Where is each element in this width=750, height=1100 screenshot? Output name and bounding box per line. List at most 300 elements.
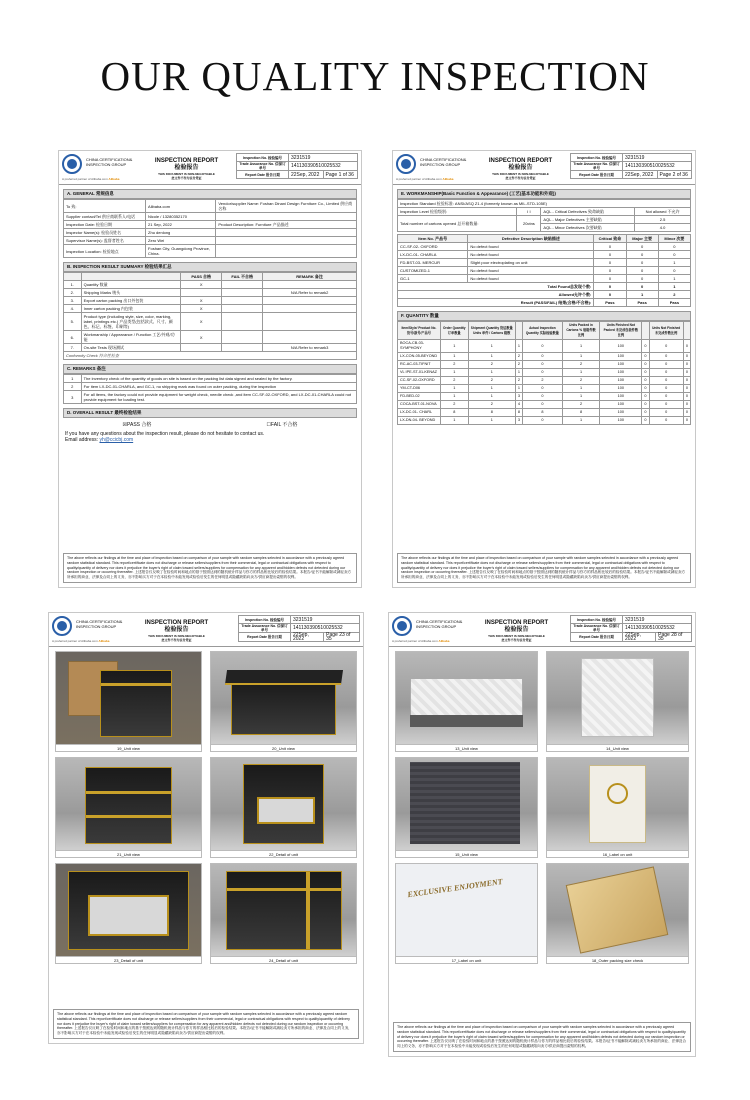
mattress-photo: [395, 651, 538, 745]
total-found-row: [398, 283, 691, 291]
summary-fail: [222, 313, 263, 331]
defect-major: 0: [626, 275, 658, 283]
remark-row: [64, 391, 357, 404]
label-photo: [546, 757, 689, 851]
page-number: Page 1 of 36: [323, 171, 358, 179]
remark-number: 1: [64, 375, 82, 383]
defect-minor: 0: [658, 243, 690, 251]
defect-table: [397, 234, 691, 307]
summary-remark: N/A Refer to remark2: [263, 289, 357, 297]
qty-cell: 100: [600, 340, 642, 353]
report-header: [49, 613, 363, 647]
summary-number: 7.: [64, 344, 82, 352]
summary-pass: X: [181, 297, 222, 305]
qty-cell: 100: [600, 393, 642, 401]
photo-grid: [49, 647, 363, 968]
total-found-label: Total Found总发现个数:: [398, 283, 594, 291]
defect-header: Item No. 产品号: [398, 235, 468, 243]
summary-item: Quantity 数量: [81, 281, 181, 289]
defect-item: CC-SF-02- OXFORD: [398, 243, 468, 251]
photo-caption: 17_Label on unit: [395, 957, 538, 964]
summary-remark: [263, 281, 357, 289]
qty-cell: 0: [523, 369, 563, 377]
general-row: [64, 213, 357, 221]
partner-line: A preferred partner of Alibaba.com Alibaba: [52, 639, 110, 643]
email-link[interactable]: yh@ccicbj.com: [99, 437, 134, 443]
general-key: Supplier contact/Tel 供应商联系人/电话: [64, 213, 146, 221]
allowed-value: 2: [658, 291, 690, 299]
qty-row: [398, 417, 691, 425]
qty-header: [515, 322, 522, 340]
qty-cell: 2: [515, 353, 522, 361]
qty-cell: 0: [523, 401, 563, 409]
qty-cell: 3: [515, 417, 522, 425]
report-meta: Inspection No. 检验编号 3231519 Trade Assurance No. 信保订单号 141130390510025532 Report Date 报告日期 22Sep, 2022 Page 1 of 36: [236, 153, 358, 179]
qty-cell: 0: [523, 393, 563, 401]
qty-cell: 0: [642, 417, 649, 425]
page-number: Page 23 of 35: [324, 633, 360, 642]
ccic-logo-icon: [52, 616, 72, 636]
summary-remark: [263, 313, 357, 331]
summary-number: 4.: [64, 305, 82, 313]
defect-row: [398, 259, 691, 267]
summary-row: [64, 344, 357, 352]
general-value: Foshan City, Guangdong Province, China.: [146, 245, 216, 258]
summary-header: [81, 273, 181, 281]
general-key: To 致:: [64, 200, 146, 213]
summary-remark: [263, 297, 357, 305]
qty-cell: 2: [562, 361, 600, 369]
defect-item: LX-DC-01- CHARLA: [398, 251, 468, 259]
summary-fail: [222, 281, 263, 289]
allowed-value: 0: [594, 291, 626, 299]
qty-cell: VL IPE-ST-01-KENAZ: [398, 369, 441, 377]
qty-row: [398, 385, 691, 393]
cabinet-photo: [55, 863, 202, 957]
general-key: Inspection Location: 检验地点: [64, 245, 146, 258]
page-number: Page 2 of 36: [657, 171, 692, 179]
qty-cell: 0: [683, 353, 690, 361]
qty-cell: 1: [562, 417, 600, 425]
qty-cell: 0: [642, 393, 649, 401]
defect-header-row: [398, 235, 691, 243]
summary-item: Workmanship / Appearance / Function 工艺/外观/功能: [81, 331, 181, 344]
defect-major: 0: [626, 243, 658, 251]
summary-table: [63, 272, 357, 360]
defect-description: No defect found: [468, 267, 594, 275]
summary-row: [64, 331, 357, 344]
org-name: CHINA CERTIFICATION& INSPECTION GROUP: [76, 619, 123, 629]
summary-item: Export carton packing 出口外包装: [81, 297, 181, 305]
qty-cell: 4: [515, 401, 522, 409]
general-value: Zhu denlong: [146, 229, 216, 237]
general-value: Alibaba.com: [146, 200, 216, 213]
allowed-row: [398, 291, 691, 299]
qty-cell: YM-CT-D06: [398, 385, 441, 393]
qty-cell: 0: [649, 385, 683, 393]
overall-result: ☒PASS 合格 ☐FAIL 不合格 If you have any questions about the inspection result, please do not hesitate to contact us. Email address: yh@ccicbj.com: [65, 421, 355, 443]
qty-header: Units Not Finished 未完成件数比例: [649, 322, 683, 340]
qty-cell: 0: [523, 361, 563, 369]
partner-line: A preferred partner of Alibaba.com Alibaba: [396, 177, 454, 181]
qty-header: [642, 322, 649, 340]
aql-table: Inspection Standard 检验标准: ANSI/ASQ Z1.4 (formerly known as MIL-STD-105E) Inspection Level 检验级别: I I AQL - Critical Defectives 致命缺陷 Not allowed 不允许 Total number of cartons opened 总开箱数量: 20ctns AQL - Major Defectives 主要缺陷 2.5 AQL - Minor Defectives 次要缺陷 4.0: [397, 199, 691, 232]
qty-row: [398, 393, 691, 401]
page-number: Page 28 of 35: [656, 633, 692, 642]
label-photo: EXCLUSIVE ENJOYMENT: [395, 863, 538, 957]
org-name: CHINA CERTIFICATION& INSPECTION GROUP: [86, 157, 133, 167]
summary-item: On-site Tests 现场测试: [81, 344, 181, 352]
contact-text: If you have any questions about the inspection result, please do not hesitate to contact us.: [65, 431, 265, 437]
qty-cell: 100: [600, 361, 642, 369]
defect-critical: 0: [594, 251, 626, 259]
defect-minor: 0: [658, 251, 690, 259]
summary-header-row: [64, 273, 357, 281]
qty-row: [398, 353, 691, 361]
summary-item: Shipping Marks 唛头: [81, 289, 181, 297]
allowed-label: Allowed允许个数:: [398, 291, 594, 299]
result-label: Result (PASS/FAIL) 结果(合格/不合格):: [398, 299, 594, 307]
qty-cell: 2: [523, 377, 563, 385]
qty-cell: 8: [468, 409, 515, 417]
remark-number: 2: [64, 383, 82, 391]
photo-caption: 14_Unit view: [546, 745, 689, 752]
summary-row: [64, 289, 357, 297]
allowed-value: 1: [626, 291, 658, 299]
qty-row: [398, 401, 691, 409]
remark-text: For all items, the factory could not provide equipment for weight check, needle check ,and item CC-SF-02-OXFORD, and LX-DC-01-CHARLA could not provide equipment for loading test.: [81, 391, 356, 404]
mattress-photo: [546, 651, 689, 745]
qty-cell: 1: [440, 385, 468, 393]
total-found-value: 0: [594, 283, 626, 291]
qty-cell: 1: [440, 353, 468, 361]
qty-cell: 0: [649, 393, 683, 401]
general-section-title: A. GENERAL 常规信息: [63, 189, 357, 199]
remark-number: 3: [64, 391, 82, 404]
general-extra: [216, 229, 357, 237]
cabinet-photo: [55, 651, 202, 745]
qty-cell: 1: [562, 369, 600, 377]
summary-fail: [222, 297, 263, 305]
defect-description: No defect found: [468, 251, 594, 259]
summary-pass: X: [181, 305, 222, 313]
qty-cell: 0: [649, 353, 683, 361]
photo-caption: 19_Unit view: [55, 745, 202, 752]
summary-item: Inner carton packing 内包装: [81, 305, 181, 313]
ccic-logo-icon: [62, 154, 82, 174]
qty-cell: 2: [562, 401, 600, 409]
photo-caption: 22_Detail of unit: [210, 851, 357, 858]
qty-cell: 0: [683, 377, 690, 385]
general-key: Inspection Date: 检验日期: [64, 221, 146, 229]
qty-cell: 2: [440, 377, 468, 385]
qty-cell: 100: [600, 377, 642, 385]
summary-number: 3.: [64, 297, 82, 305]
report-page-4: [388, 612, 696, 1057]
summary-number: 1.: [64, 281, 82, 289]
defect-critical: 0: [594, 275, 626, 283]
qty-cell: 1: [562, 353, 600, 361]
general-row: [64, 200, 357, 213]
qty-header: Units Packed in Cartons % 装箱件数比例: [562, 322, 600, 340]
qty-header: Item/Style/ Product No. 货号/款号/产品号: [398, 322, 441, 340]
qty-cell: 0: [683, 409, 690, 417]
workmanship-section-title: E. WORKMANSHIP(Basic Function & Appearance) (工艺(基本功能和外观)): [397, 189, 691, 199]
qty-cell: 0: [642, 409, 649, 417]
org-name: CHINA CERTIFICATION& INSPECTION GROUP: [420, 157, 467, 167]
defect-item: FD-BST-03- MERCUR: [398, 259, 468, 267]
summary-fail: [222, 289, 263, 297]
qty-header: Order Quantity 订单数量: [440, 322, 468, 340]
general-extra: Vendor/supplier Name: Foshan Dinani Design Furniture Co., Limited 供应商名称: [216, 200, 357, 213]
defect-row: [398, 243, 691, 251]
general-table: [63, 199, 357, 258]
general-value: Nicole / 13280352170: [146, 213, 216, 221]
qty-cell: 1: [562, 393, 600, 401]
qty-cell: LX-DN-04- BEYOND: [398, 417, 441, 425]
qty-cell: 0: [642, 401, 649, 409]
mattress-photo: [395, 757, 538, 851]
general-extra: [216, 245, 357, 258]
summary-row: [64, 281, 357, 289]
remark-row: [64, 383, 357, 391]
summary-header: REMARK 备注: [263, 273, 357, 281]
photo-caption: 13_Unit view: [395, 745, 538, 752]
qty-cell: 2: [515, 361, 522, 369]
org-name: CHINA CERTIFICATION& INSPECTION GROUP: [416, 619, 463, 629]
result-value: Pass: [594, 299, 626, 307]
qty-cell: 1: [468, 393, 515, 401]
qty-cell: 100: [600, 401, 642, 409]
result-value: Pass: [658, 299, 690, 307]
report-title: INSPECTION REPORT 检验报告 THIS DOCUMENT IS NON-NEGOTIABLE 此文件不作为议付凭证: [144, 620, 209, 642]
general-key: Inspector Name(s): 检验员姓名: [64, 229, 146, 237]
qty-cell: 1: [468, 353, 515, 361]
defect-row: [398, 251, 691, 259]
qty-cell: 2: [515, 377, 522, 385]
qty-cell: 0: [642, 361, 649, 369]
qty-cell: 0: [683, 385, 690, 393]
photo-caption: 24_Detail of unit: [210, 957, 357, 964]
qty-cell: 0: [683, 417, 690, 425]
summary-pass: X: [181, 331, 222, 344]
qty-header: Units Finished Not Packed 未完成包装件数比例: [600, 322, 642, 340]
partner-line: A preferred partner of Alibaba.com Alibaba: [392, 639, 450, 643]
qty-row: [398, 361, 691, 369]
photo-caption: 15_Unit view: [395, 851, 538, 858]
qty-cell: 0: [649, 361, 683, 369]
defect-item: CUSTOMIZED-1: [398, 267, 468, 275]
qty-header: Actual Inspection Quantity 实际检验数量: [523, 322, 563, 340]
qty-cell: 2: [440, 401, 468, 409]
report-title: INSPECTION REPORT 检验报告 THIS DOCUMENT IS NON-NEGOTIABLE 此文件不作为议付凭证: [488, 158, 553, 180]
qty-cell: 0: [523, 353, 563, 361]
defect-critical: 0: [594, 243, 626, 251]
summary-pass: [181, 344, 222, 352]
report-page-3: [48, 612, 364, 1044]
carton-photo: [546, 863, 689, 957]
qty-cell: 100: [600, 369, 642, 377]
qty-cell: 0: [642, 377, 649, 385]
qty-cell: 3: [515, 393, 522, 401]
disclaimer: The above reflects our findings at the time and place of inspection based on comparison of your sample with random samples selected in accordance with a previously agreed random statistical standard. This report/certificate does not discharge or release sellers/suppliers from their commercial, legal or contractual obligations with respect to quality/quantity of delivery nor does it prejudice the buyer's right of claim toward sellers/suppliers for compensation for any apparent and/hidden defects not detected during our random inspection or occurring thereafter. 上述报告仅反映了在检验时间和地点的基于按照达到的随机统计样品与你方的样品相比较后的检验结果。本报告/证书不能解除或减轻卖方所承担的商业、法律及合同上的义务，亦不影响买方对于在本检验中未能发现或检验后发生的任何明显或隐藏缺陷向卖方/供应商提出索赔的权利。: [393, 1022, 691, 1052]
report-meta: Inspection No. 检验编号 3231519 Trade Assurance No. 信保订单号 141130390510025532 Report Date 报告日期 22Sep, 2022 Page 2 of 36: [570, 153, 692, 179]
summary-remark: N/A Refer to remark3: [263, 344, 357, 352]
qty-cell: 0: [683, 340, 690, 353]
qty-cell: 0: [649, 417, 683, 425]
result-value: Pass: [626, 299, 658, 307]
summary-remark: [263, 331, 357, 344]
report-title: INSPECTION REPORT 检验报告 THIS DOCUMENT IS NON-NEGOTIABLE 此文件不作为议付凭证: [484, 620, 549, 642]
general-extra: [216, 213, 357, 221]
defect-minor: 1: [658, 259, 690, 267]
ccic-logo-icon: [392, 616, 412, 636]
qty-cell: 1: [515, 369, 522, 377]
pass-checkbox: ☒PASS 合格: [122, 422, 152, 428]
defect-header: Major 主要: [626, 235, 658, 243]
disclaimer: The above reflects our findings at the time and place of inspection based on comparison of your sample with random samples selected in accordance with a previously agreed random statistical standard. This report/certificate does not discharge or release sellers/suppliers from their commercial, legal or contractual obligations with respect to quality/quantity of delivery nor does it prejudice the buyer's right of claim toward sellers/suppliers for compensation for any apparent and/hidden defects not detected during our random inspection or occurring thereafter. 上述报告仅反映了在检验时间和地点的基于按照达到的随机统计样品与你方的样品相比较后的检验结果。本报告/证书不能解除或减轻卖方所承担的商业、法律及合同上的义务，亦不影响买方对于在本检验中未能发现或检验后发生的任何明显或隐藏缺陷向卖方/供应商提出索赔的权利。: [63, 553, 357, 583]
general-row: [64, 229, 357, 237]
qty-cell: BOCA-CB-03-SYMPHONY: [398, 340, 441, 353]
qty-cell: 2: [440, 361, 468, 369]
qty-cell: 0: [649, 340, 683, 353]
summary-number: 2.: [64, 289, 82, 297]
cabinet-photo: [55, 757, 202, 851]
qty-cell: 1: [562, 385, 600, 393]
summary-group-label: Conformity Check 符合性检查: [64, 352, 357, 360]
defect-row: [398, 267, 691, 275]
report-title: INSPECTION REPORT 检验报告 THIS DOCUMENT IS NON-NEGOTIABLE 此文件不作为议付凭证: [154, 158, 219, 180]
ccic-logo-icon: [396, 154, 416, 174]
partner-line: A preferred partner of Alibaba.com Alibaba: [62, 177, 120, 181]
general-extra: [216, 237, 357, 245]
cabinet-photo: [210, 651, 357, 745]
photo-grid: [389, 647, 695, 968]
remarks-section-title: C. REMARKS 备注: [63, 364, 357, 374]
qty-cell: 2: [468, 361, 515, 369]
qty-row: [398, 409, 691, 417]
qty-cell: 1: [440, 369, 468, 377]
remarks-table: [63, 374, 357, 404]
qty-row: [398, 377, 691, 385]
defect-row: [398, 275, 691, 283]
defect-description: No defect found: [468, 243, 594, 251]
summary-row: [64, 313, 357, 331]
defect-header: Minor 次要: [658, 235, 690, 243]
qty-cell: 8: [440, 409, 468, 417]
general-extra: Product Description: Furniture 产品描述: [216, 221, 357, 229]
overall-section-title: D. OVERALL RESULT 最终检验结果: [63, 408, 357, 418]
qty-cell: 1: [468, 385, 515, 393]
defect-item: GC-1: [398, 275, 468, 283]
defect-header: Defective Description 缺陷描述: [468, 235, 594, 243]
summary-remark: [263, 305, 357, 313]
qty-row: [398, 369, 691, 377]
summary-number: 6.: [64, 331, 82, 344]
qty-cell: RC-AC-03-TIFNIT: [398, 361, 441, 369]
photo-caption: 16_Label on unit: [546, 851, 689, 858]
summary-pass: [181, 289, 222, 297]
summary-pass: X: [181, 281, 222, 289]
qty-cell: FD-BED-02: [398, 393, 441, 401]
defect-minor: 0: [658, 267, 690, 275]
photo-caption: 23_Detail of unit: [55, 957, 202, 964]
summary-row: [64, 297, 357, 305]
qty-cell: 2: [468, 377, 515, 385]
qty-cell: 1: [515, 385, 522, 393]
qty-cell: 0: [523, 385, 563, 393]
general-row: [64, 237, 357, 245]
defect-description: Slight poor electroplating on unit: [468, 259, 594, 267]
qty-cell: 8: [523, 409, 563, 417]
summary-fail: [222, 331, 263, 344]
quantity-table: [397, 321, 691, 425]
defect-description: No defect found: [468, 275, 594, 283]
qty-cell: 0: [523, 417, 563, 425]
qty-cell: 1: [468, 340, 515, 353]
report-header: [389, 613, 695, 647]
summary-header: FAIL 不合格: [222, 273, 263, 281]
qty-cell: 1: [440, 417, 468, 425]
report-meta: Inspection No. 检验编号 3231519 Trade Assurance No. 信保订单号 141130390510025532 Report Date 报告日期 22Sep, 2022 Page 23 of 35: [238, 615, 360, 642]
defect-major: 0: [626, 251, 658, 259]
summary-section-title: B. INSPECTION RESULT SUMMARY 检验结果汇总: [63, 262, 357, 272]
defect-critical: 0: [594, 259, 626, 267]
qty-cell: 100: [600, 417, 642, 425]
photo-caption: 18_Outer packing size check: [546, 957, 689, 964]
report-page-2: [392, 150, 696, 588]
result-row: [398, 299, 691, 307]
qty-cell: 0: [649, 401, 683, 409]
defect-major: 0: [626, 267, 658, 275]
general-row: [64, 245, 357, 258]
photo-caption: 20_Unit view: [210, 745, 357, 752]
disclaimer: The above reflects our findings at the time and place of inspection based on comparison of your sample with random samples selected in accordance with a previously agreed random statistical standard. This report/certificate does not discharge or release sellers/suppliers from their commercial, legal or contractual obligations with respect to quality/quantity of delivery nor does it prejudice the buyer's right of claim toward sellers/suppliers for compensation for any apparent and/hidden defects not detected during our random inspection or occurring thereafter. 上述报告仅反映了在检验时间和地点的基于按照达到的随机统计样品与你方的样品相比较后的检验结果。本报告/证书不能解除或减轻卖方所承担的商业、法律及合同上的义务，亦不影响买方对于在本检验中未能发现或检验后发生的任何明显或隐藏缺陷向卖方/供应商提出索赔的权利。: [397, 553, 691, 583]
qty-cell: 0: [649, 377, 683, 385]
qty-cell: 100: [600, 385, 642, 393]
qty-cell: 0: [642, 385, 649, 393]
remark-text: The inventory check of the quantity of goods on site is based on the packing list data signed and sealed by the factory.: [81, 375, 356, 383]
remark-text: For item LX-DC-01-CHARLA, and GC-1, no shipping mark was found on outer packing, during the inspection: [81, 383, 356, 391]
qty-cell: 0: [683, 393, 690, 401]
qty-cell: 0: [683, 369, 690, 377]
summary-header: PASS 合格: [181, 273, 222, 281]
qty-cell: LX-CON-05-BEYOND: [398, 353, 441, 361]
qty-cell: COCA-BST-01-NOVA: [398, 401, 441, 409]
qty-cell: 0: [649, 369, 683, 377]
remark-row: [64, 375, 357, 383]
qty-cell: 0: [683, 401, 690, 409]
general-value: 21 Sep, 2022: [146, 221, 216, 229]
summary-fail: [222, 305, 263, 313]
defect-minor: 1: [658, 275, 690, 283]
qty-cell: 8: [562, 409, 600, 417]
general-value: Zero Wei: [146, 237, 216, 245]
qty-cell: 1: [440, 393, 468, 401]
general-row: [64, 221, 357, 229]
fail-checkbox: ☐FAIL 不合格: [266, 422, 298, 428]
total-found-value: 1: [658, 283, 690, 291]
report-meta: Inspection No. 检验编号 3231519 Trade Assurance No. 信保订单号 141130390510025532 Report Date 报告日期 22Sep, 2022 Page 28 of 35: [570, 615, 692, 642]
qty-row: [398, 340, 691, 353]
summary-fail: [222, 344, 263, 352]
summary-pass: X: [181, 313, 222, 331]
qty-cell: 2: [562, 377, 600, 385]
summary-header: [64, 273, 82, 281]
report-header: [59, 151, 361, 185]
defect-major: 0: [626, 259, 658, 267]
qty-cell: 0: [683, 361, 690, 369]
